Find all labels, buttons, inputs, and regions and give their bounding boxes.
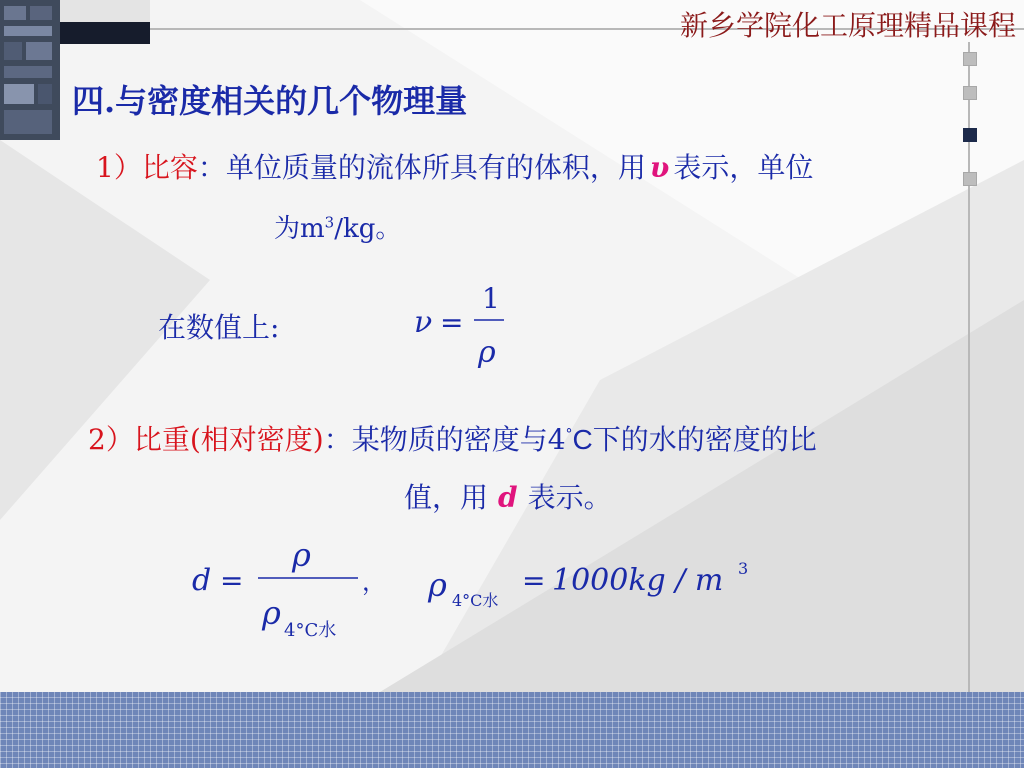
formula1-eq: = xyxy=(440,306,464,339)
item1-text: 单位质量的流体所具有的体积，用 xyxy=(225,151,646,184)
item2-line2-suffix: 表示。 xyxy=(527,481,612,514)
item1-text-after: 表示，单位 xyxy=(673,151,814,184)
decorative-square xyxy=(963,172,977,186)
section-heading: 四.与密度相关的几个物理量 xyxy=(72,82,468,120)
formula2-comma: ， xyxy=(362,568,386,596)
formula1-lhs: ν xyxy=(414,305,433,340)
item2-line2-prefix: 值，用 xyxy=(404,481,489,514)
corner-decoration-image xyxy=(0,0,60,140)
formula2-den-sub: 4°C水 xyxy=(284,620,337,641)
item2-number: 2） xyxy=(88,423,134,456)
numeric-label: 在数值上: xyxy=(158,311,280,344)
item2-colon: ： xyxy=(323,423,352,456)
item2-text: 某物质的密度与4 xyxy=(351,423,566,456)
formula2-eq2: = xyxy=(522,564,546,597)
item1-unit-suffix: /kg。 xyxy=(334,214,402,244)
course-title: 新乡学院化工原理精品课程 xyxy=(679,9,1016,42)
formula2-eq: = xyxy=(220,564,244,597)
item1-line1 xyxy=(96,146,813,186)
formula2-rho-sub: 4°C水 xyxy=(452,591,499,610)
item2-text-after: C下的水的密度的比 xyxy=(572,424,817,455)
item1-symbol: υ xyxy=(649,151,670,184)
bottom-grid-band xyxy=(0,692,1024,768)
formula2-rho: ρ xyxy=(428,566,447,604)
formula2-numerator: ρ xyxy=(292,536,311,574)
formula2-lhs: d xyxy=(192,563,212,598)
formula1-denominator: ρ xyxy=(478,335,496,370)
item2-degree: ° xyxy=(565,426,573,443)
item1-line2 xyxy=(274,208,401,245)
formula1-numerator: 1 xyxy=(482,282,500,315)
decorative-square xyxy=(963,52,977,66)
item1-unit-sup: 3 xyxy=(324,213,335,232)
item2-term: 比重(相对密度) xyxy=(133,423,324,456)
item2-line1 xyxy=(88,418,817,458)
item2-symbol: d xyxy=(498,481,518,514)
item1-number: 1） xyxy=(96,151,142,184)
right-divider-line xyxy=(968,42,970,768)
formula2-den-rho: ρ xyxy=(262,594,281,632)
item1-colon: ： xyxy=(197,151,226,184)
item1-term: 比容 xyxy=(141,151,198,184)
corner-gray-block xyxy=(60,0,150,22)
item1-unit-prefix: 为m xyxy=(274,214,325,244)
item2-line2 xyxy=(404,476,612,516)
formula2-rhs-sup: 3 xyxy=(738,559,749,578)
decorative-square-dark xyxy=(963,128,977,142)
decorative-square xyxy=(963,86,977,100)
formula2-rhs: 1000kg / m xyxy=(552,563,724,598)
